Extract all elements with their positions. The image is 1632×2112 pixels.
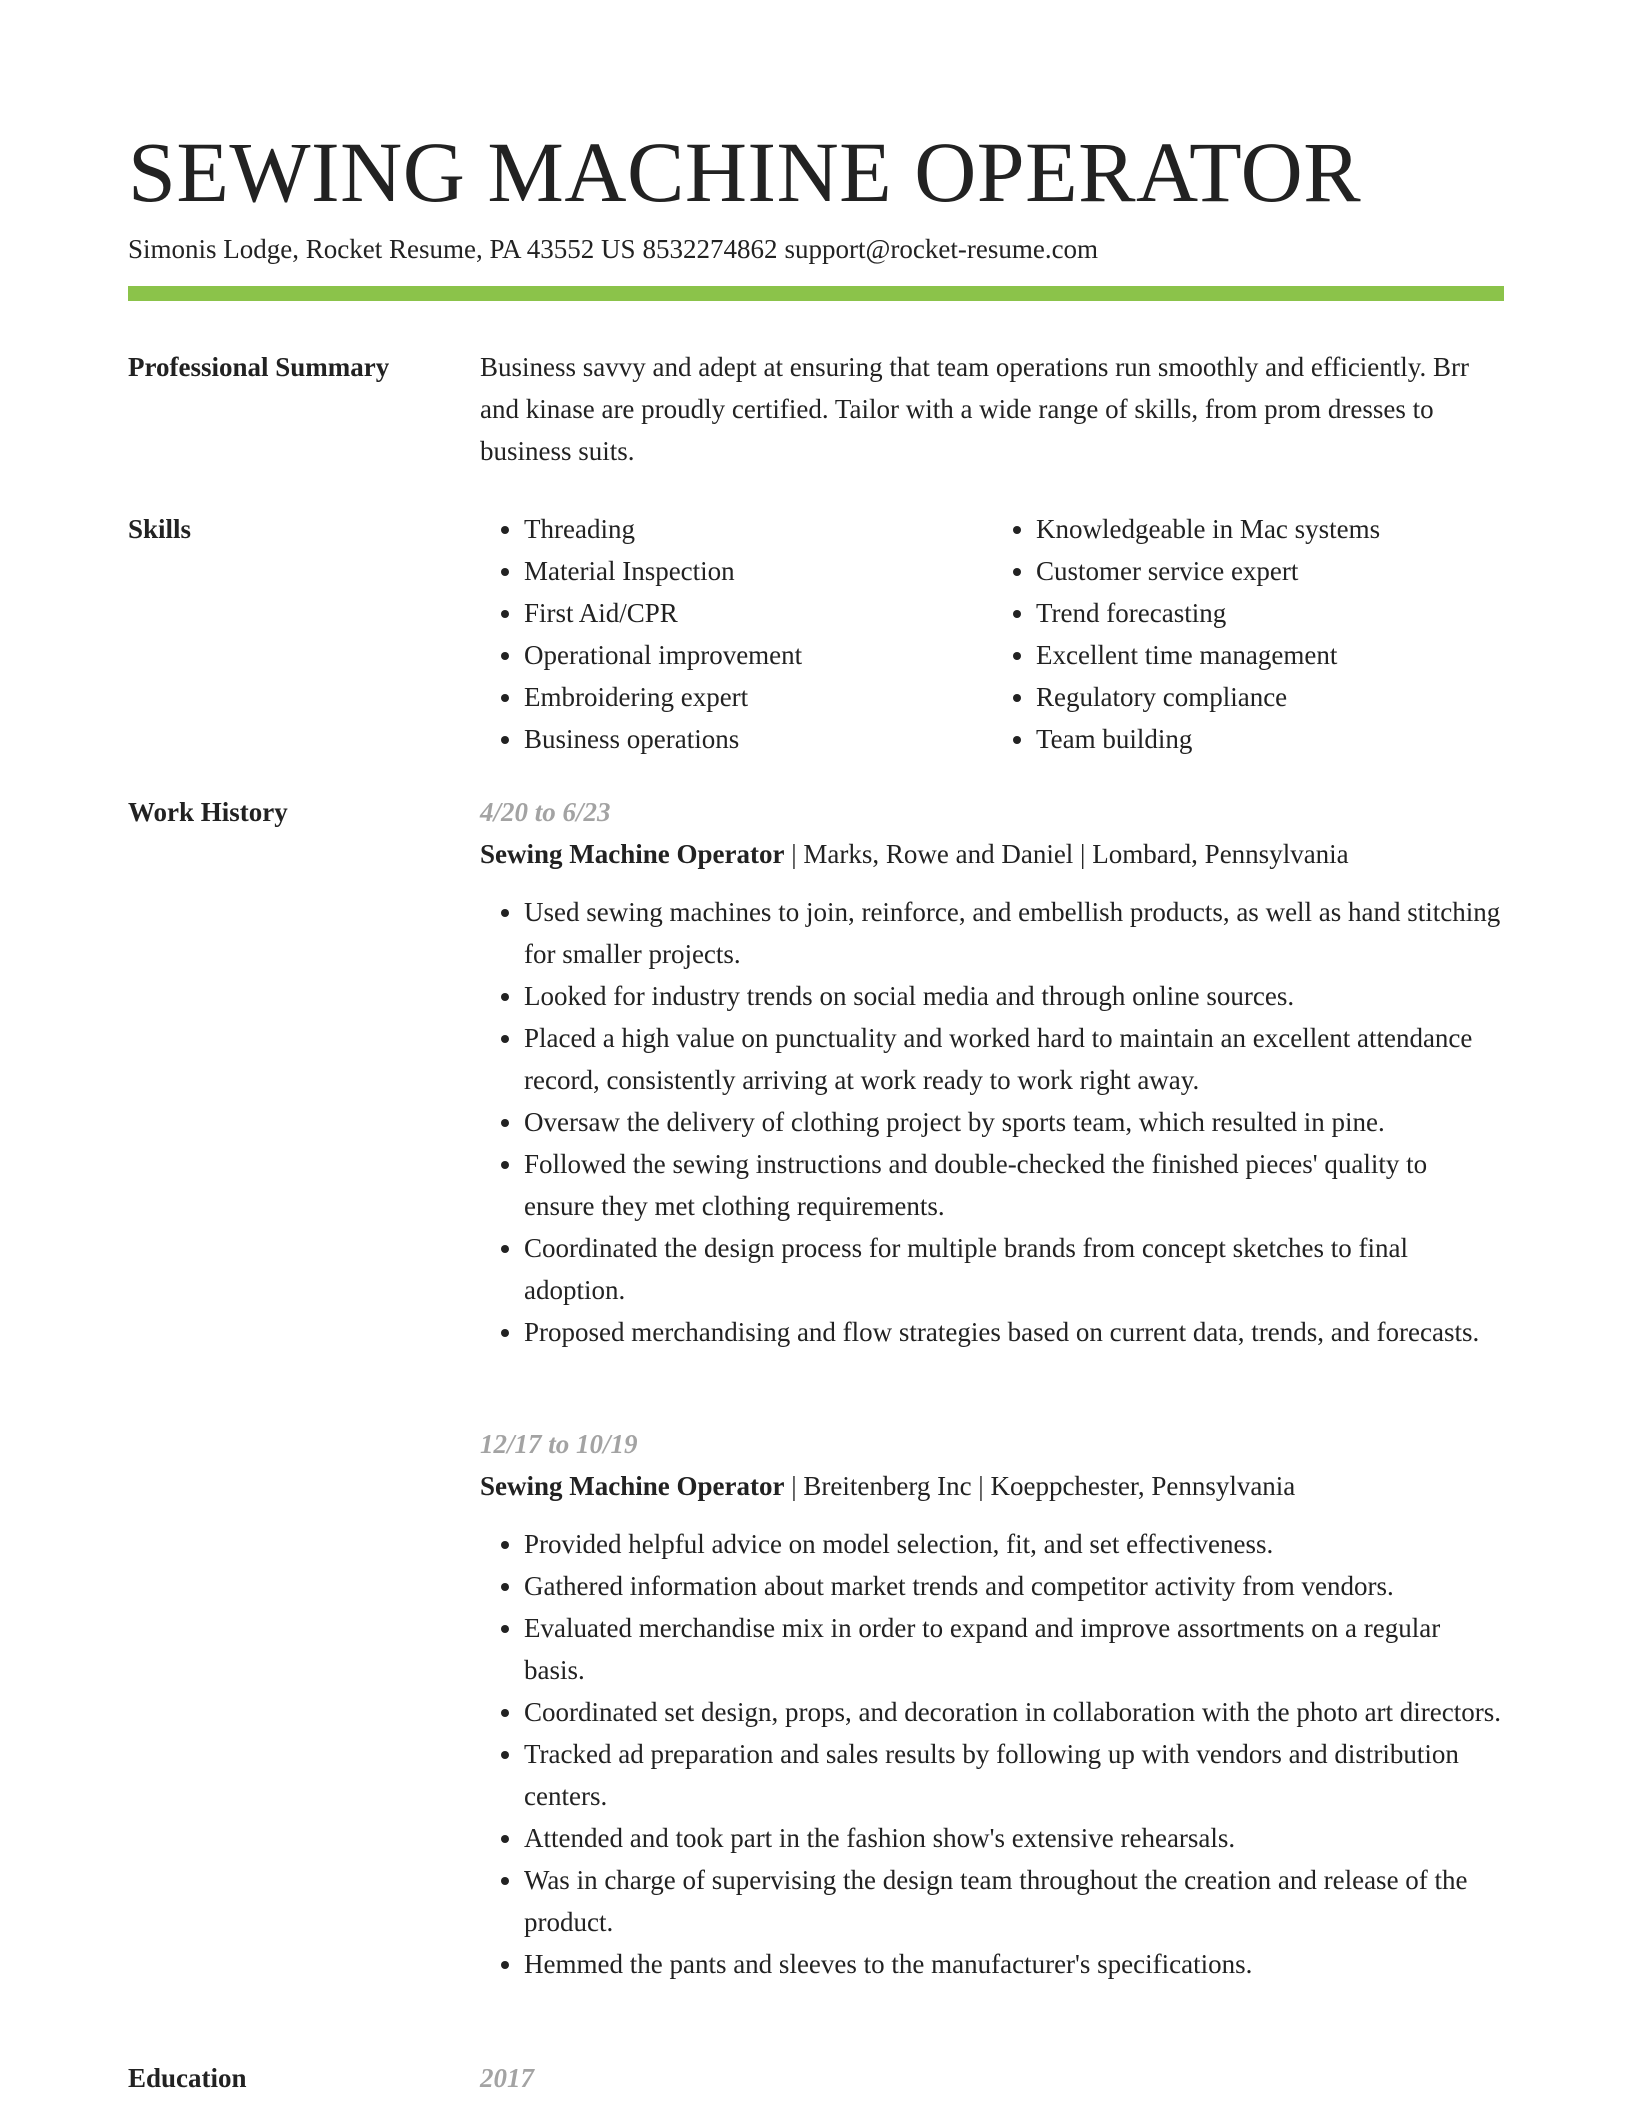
job-title: Sewing Machine Operator bbox=[480, 1471, 785, 1501]
job-bullet: • Placed a high value on punctuality and worked hard to maintain an excellent attendance record, consistently arriving at work ready to work right away. bbox=[524, 1017, 1504, 1101]
job-details: | Marks, Rowe and Daniel | Lombard, Pennsylvania bbox=[784, 839, 1349, 869]
contact-address: Simonis Lodge, Rocket Resume, PA 43552 US bbox=[128, 234, 636, 264]
skill-item: • Threading bbox=[524, 508, 992, 550]
skills-list-right bbox=[992, 508, 1504, 760]
summary-text: Business savvy and adept at ensuring that team operations run smoothly and efficiently. Brr and kinase are proudly certified. Tailor with a wide range of skills, from prom dresses to business suits. bbox=[480, 352, 1470, 466]
section-label-skills: Skills bbox=[128, 514, 192, 544]
contact-email: support@rocket-resume.com bbox=[784, 234, 1099, 264]
education-dates: 2017 bbox=[480, 2063, 534, 2093]
job-bullet: • Proposed merchandising and flow strategies based on current data, trends, and forecasts. bbox=[524, 1311, 1504, 1353]
job-bullet: • Was in charge of supervising the design team throughout the creation and release of the product. bbox=[524, 1859, 1504, 1943]
job-title-line bbox=[480, 833, 1504, 875]
section-label-education: Education bbox=[128, 2063, 247, 2093]
skill-item: • Embroidering expert bbox=[524, 676, 992, 718]
job-bullet: • Tracked ad preparation and sales results by following up with vendors and distribution centers. bbox=[524, 1733, 1504, 1817]
job-entry bbox=[480, 1423, 1504, 1985]
job-bullet: • Oversaw the delivery of clothing project by sports team, which resulted in pine. bbox=[524, 1101, 1504, 1143]
skills-columns bbox=[480, 508, 1504, 760]
job-bullet-list bbox=[480, 1523, 1504, 1985]
education-body bbox=[480, 2057, 1504, 2099]
section-label-summary: Professional Summary bbox=[128, 352, 390, 382]
accent-divider bbox=[128, 286, 1504, 301]
skill-item: • Operational improvement bbox=[524, 634, 992, 676]
job-dates: 4/20 to 6/23 bbox=[480, 797, 611, 827]
job-title: Sewing Machine Operator bbox=[480, 839, 785, 869]
job-bullet-list bbox=[480, 891, 1504, 1353]
job-entry bbox=[480, 791, 1504, 1353]
skill-item: • Customer service expert bbox=[1036, 550, 1504, 592]
skill-item: • Excellent time management bbox=[1036, 634, 1504, 676]
skills-list-left bbox=[480, 508, 992, 760]
job-bullet: • Evaluated merchandise mix in order to expand and improve assortments on a regular basis. bbox=[524, 1607, 1504, 1691]
skill-item: • Material Inspection bbox=[524, 550, 992, 592]
job-bullet: • Coordinated set design, props, and decoration in collaboration with the photo art directors. bbox=[524, 1691, 1504, 1733]
section-label-work-history: Work History bbox=[128, 797, 288, 827]
job-bullet: • Followed the sewing instructions and double-checked the finished pieces' quality to ensure they met clothing requirements. bbox=[524, 1143, 1504, 1227]
work-history-body bbox=[480, 791, 1504, 1979]
job-bullet: • Looked for industry trends on social media and through online sources. bbox=[524, 975, 1504, 1017]
skill-item: • Trend forecasting bbox=[1036, 592, 1504, 634]
job-title-line bbox=[480, 1465, 1504, 1507]
job-bullet: • Used sewing machines to join, reinforce, and embellish products, as well as hand stitching for smaller projects. bbox=[524, 891, 1504, 975]
job-bullet: • Gathered information about market trends and competitor activity from vendors. bbox=[524, 1565, 1504, 1607]
job-bullet: • Coordinated the design process for multiple brands from concept sketches to final adoption. bbox=[524, 1227, 1504, 1311]
job-bullet: • Attended and took part in the fashion show's extensive rehearsals. bbox=[524, 1817, 1504, 1859]
skill-item: • First Aid/CPR bbox=[524, 592, 992, 634]
job-dates: 12/17 to 10/19 bbox=[480, 1429, 638, 1459]
skill-item: • Business operations bbox=[524, 718, 992, 760]
skill-item: • Knowledgeable in Mac systems bbox=[1036, 508, 1504, 550]
summary-body bbox=[480, 346, 1504, 472]
contact-line bbox=[128, 232, 1098, 266]
job-bullet: • Hemmed the pants and sleeves to the manufacturer's specifications. bbox=[524, 1943, 1504, 1985]
job-bullet: • Provided helpful advice on model selection, fit, and set effectiveness. bbox=[524, 1523, 1504, 1565]
skill-item: • Regulatory compliance bbox=[1036, 676, 1504, 718]
job-details: | Breitenberg Inc | Koeppchester, Pennsylvania bbox=[784, 1471, 1296, 1501]
contact-phone: 8532274862 bbox=[642, 234, 778, 264]
candidate-name: SEWING MACHINE OPERATOR bbox=[128, 124, 1362, 220]
skill-item: • Team building bbox=[1036, 718, 1504, 760]
